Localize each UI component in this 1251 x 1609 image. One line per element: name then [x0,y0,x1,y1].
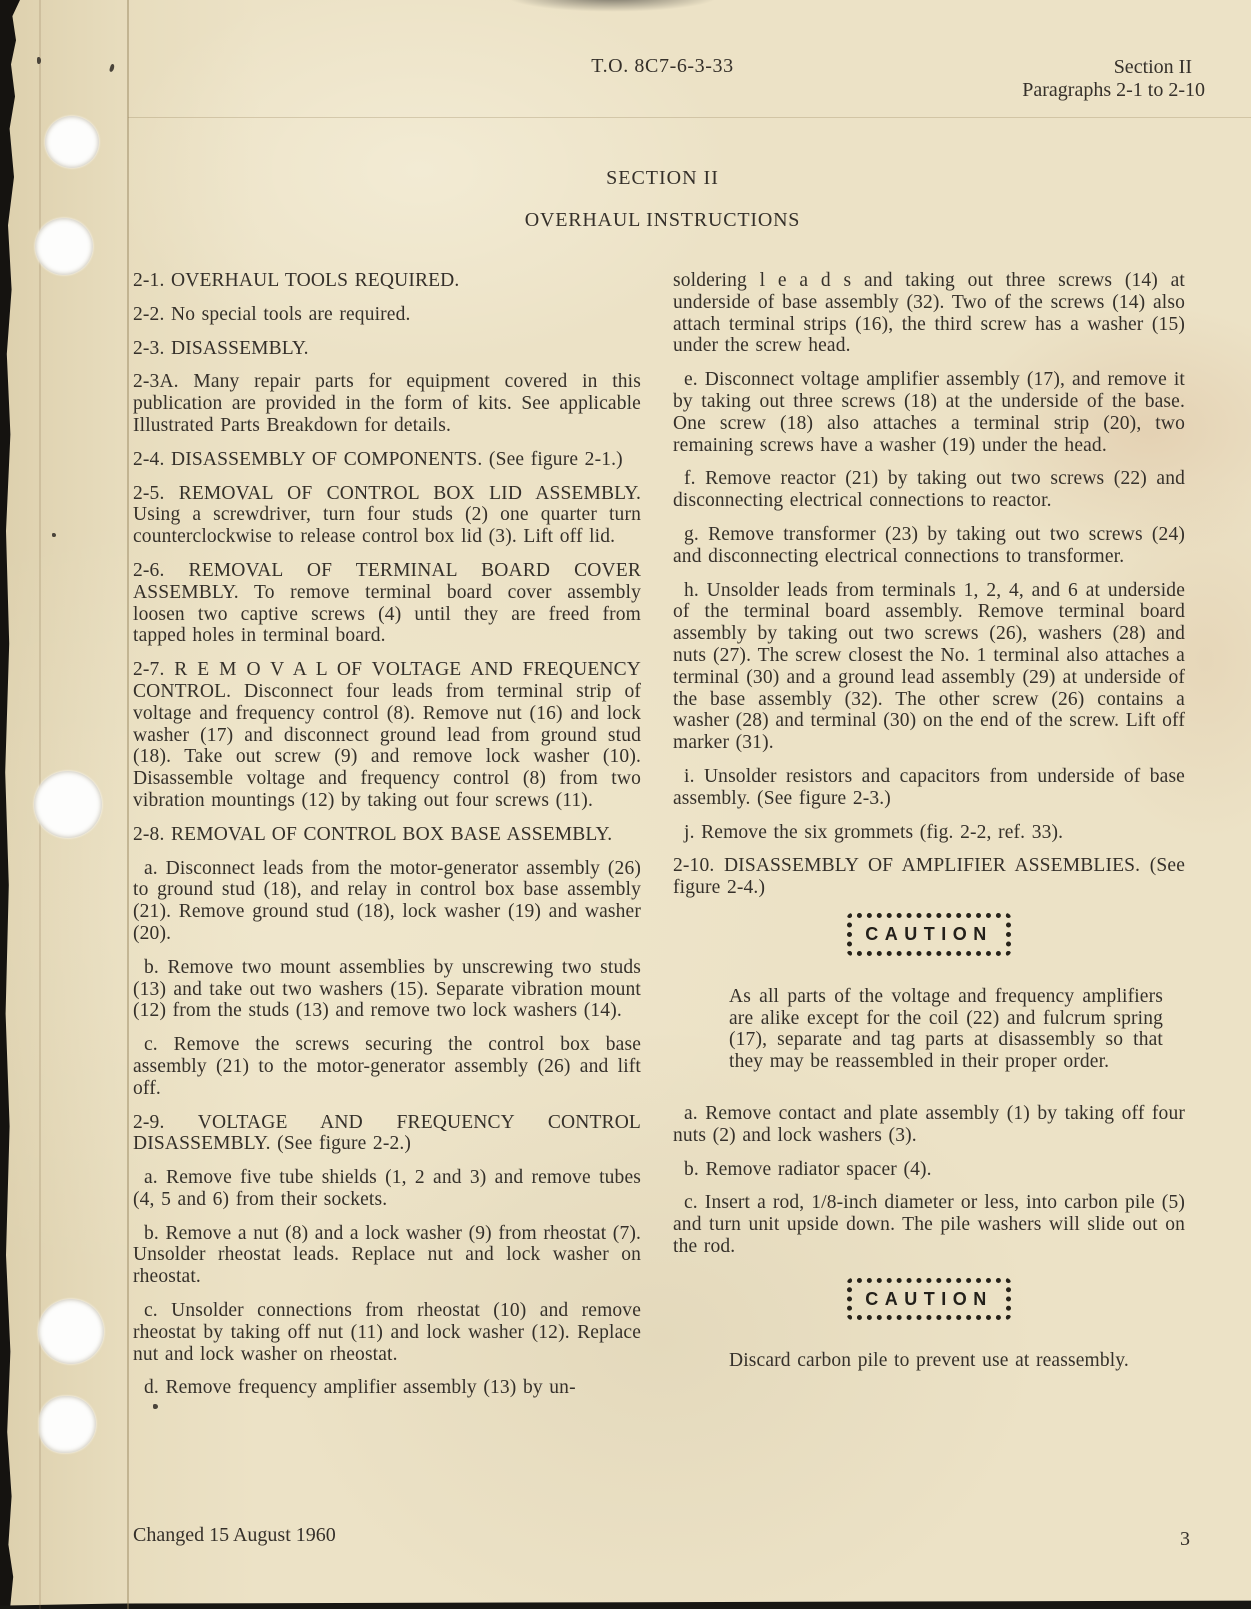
punch-hole [45,116,99,168]
paragraph-2-10: 2-10. DISASSEMBLY OF AMPLIFIER ASSEMBLIES. (See figure 2-4.) [673,855,1185,899]
caution-label: CAUTION [847,913,1011,956]
paragraph-2-9-c: c. Unsolder connections from rheostat (10) and remove rheostat by taking off nut (11) and lock washer (12). Replace nut and lock washer on rheostat. [133,1300,641,1365]
caution-note-1: As all parts of the voltage and frequency amplifiers are alike except for the coil (22) and fulcrum spring (17), separate and tag parts at disassembly so that they may be reassembled in their proper order. [729,985,1163,1073]
section-title: SECTION II [606,167,719,189]
paragraph-2-8-a: a. Disconnect leads from the motor-generator assembly (26) to ground stud (18), and relay in control box base assembly (21). Remove ground stud (18), lock washer (19) and washer (20). [133,857,641,944]
paragraph-2-9: 2-9. VOLTAGE AND FREQUENCY CONTROL DISASSEMBLY. (See figure 2-2.) [133,1111,641,1155]
paragraph-2-1: 2-1. OVERHAUL TOOLS REQUIRED. [133,270,460,291]
faint-fold-line [128,117,1251,118]
paragraph-2-2: 2-2. No special tools are required. [133,303,411,325]
header-paragraph-range: Paragraphs 2-1 to 2-10 [1022,79,1205,101]
page-underlay-edge-line [127,0,129,1609]
right-column [673,270,1185,1402]
paragraph-2-7: 2-7. R E M O V A L OF VOLTAGE AND FREQUENCY CONTROL. Disconnect four leads from terminal strip of voltage and frequency control (8). Remove nut (16) and lock washer (17) and disconnect ground lead from ground stud (18). Take out screw (9) and remove lock washer (10). Disassemble voltage and frequency control (8) from two vibration mountings (12) by taking out four screws (11). [133,659,641,811]
paragraph-2-4: 2-4. DISASSEMBLY OF COMPONENTS. (See figure 2-1.) [133,448,623,470]
paragraph-2-9-d-continued: soldering l e a d s and taking out three screws (14) at underside of base assembly (32). Two of the screws (14) also attach terminal strips (16), the third screw has a washer (15) under the screw head. [673,270,1185,357]
punch-hole [34,771,102,838]
paragraph-2-9-a: a. Remove five tube shields (1, 2 and 3) and remove tubes (4, 5 and 6) from their sockets. [133,1167,641,1210]
punch-hole [38,1299,104,1364]
paragraph-2-10-a: a. Remove contact and plate assembly (1) by taking off four nuts (2) and lock washers (3). [673,1102,1185,1146]
paragraph-2-8: 2-8. REMOVAL OF CONTROL BOX BASE ASSEMBLY. [133,823,613,845]
paragraph-2-8-b: b. Remove two mount assemblies by unscrewing two studs (13) and take out two washers (15). Separate vibration mount (12) from the studs (13) and remove two lock washers (14). [133,956,641,1022]
paragraph-2-9-f: f. Remove reactor (21) by taking out two screws (22) and disconnecting electrical connections to reactor. [673,468,1185,512]
page-number: 3 [1180,1528,1190,1550]
paragraph-2-9-j: j. Remove the six grommets (fig. 2-2, ref. 33). [684,821,1064,843]
paragraph-2-9-b: b. Remove a nut (8) and a lock washer (9) from rheostat (7). Unsolder rheostat leads. Replace nut and lock washer on rheostat. [133,1222,642,1288]
paragraph-2-5: 2-5. REMOVAL OF CONTROL BOX LID ASSEMBLY. Using a screwdriver, turn four studs (2) one quarter turn counterclockwise to release control box lid (3). Lift off lid. [133,482,641,548]
paragraph-2-9-d: d. Remove frequency amplifier assembly (13) by un- [144,1377,576,1399]
caution-box-1 [673,913,1185,956]
ink-speck [52,533,56,537]
paragraph-2-9-e: e. Disconnect voltage amplifier assembly (17), and remove it by taking out three screws (18) at the underside of the base. One screw (18) also attaches a terminal strip (20), two remaining screws have a washer (19) under the head. [673,369,1185,456]
changed-date-note: Changed 15 August 1960 [133,1524,336,1546]
caution-box-2 [673,1278,1185,1321]
paragraph-2-8-c: c. Remove the screws securing the control box base assembly (21) to the motor-generator assembly (26) and lift off. [133,1034,641,1099]
paragraph-2-3: 2-3. DISASSEMBLY. [133,337,309,359]
paragraph-2-9-h: h. Unsolder leads from terminals 1, 2, 4, and 6 at underside of the terminal board assembly. Remove terminal board assembly by taking out two screws (26), washers (28) and nuts (27). The screw closest the No. 1 terminal also attaches a terminal (30) and a ground lead assembly (29) at underside of the base assembly (32). The other screw (26) contains a washer (28) and terminal (30) on the end of the screw. Lift off marker (31). [673,579,1185,754]
ink-speck [37,57,41,64]
section-subtitle: OVERHAUL INSTRUCTIONS [524,209,801,231]
paragraph-2-10-c: c. Insert a rod, 1/8-inch diameter or less, into carbon pile (5) and turn unit upside down. The pile washers will slide out on the rod. [673,1192,1185,1257]
paragraph-2-10-b: b. Remove radiator spacer (4). [684,1158,932,1180]
punch-hole [35,218,93,275]
paragraph-2-3a: 2-3A. Many repair parts for equipment covered in this publication are provided in the form of kits. See applicable Illustrated Parts Breakdown for details. [133,371,641,436]
caution-label: CAUTION [847,1278,1011,1321]
to-number: T.O. 8C7-6-3-33 [591,55,734,77]
header-section-label: Section II [1113,56,1192,78]
paragraph-2-6: 2-6. REMOVAL OF TERMINAL BOARD COVER ASSEMBLY. To remove terminal board cover assembly loosen two captive screws (4) until they are freed from tapped holes in terminal board. [133,559,641,647]
paragraph-2-9-g: g. Remove transformer (23) by taking out two screws (24) and disconnecting electrical connections to transformer. [673,523,1185,567]
left-column [133,270,641,1411]
scan-smudge-top [505,0,720,12]
paragraph-2-9-i: i. Unsolder resistors and capacitors from underside of base assembly. (See figure 2-3.) [673,765,1185,809]
caution-note-2: Discard carbon pile to prevent use at reassembly. [729,1350,1129,1372]
